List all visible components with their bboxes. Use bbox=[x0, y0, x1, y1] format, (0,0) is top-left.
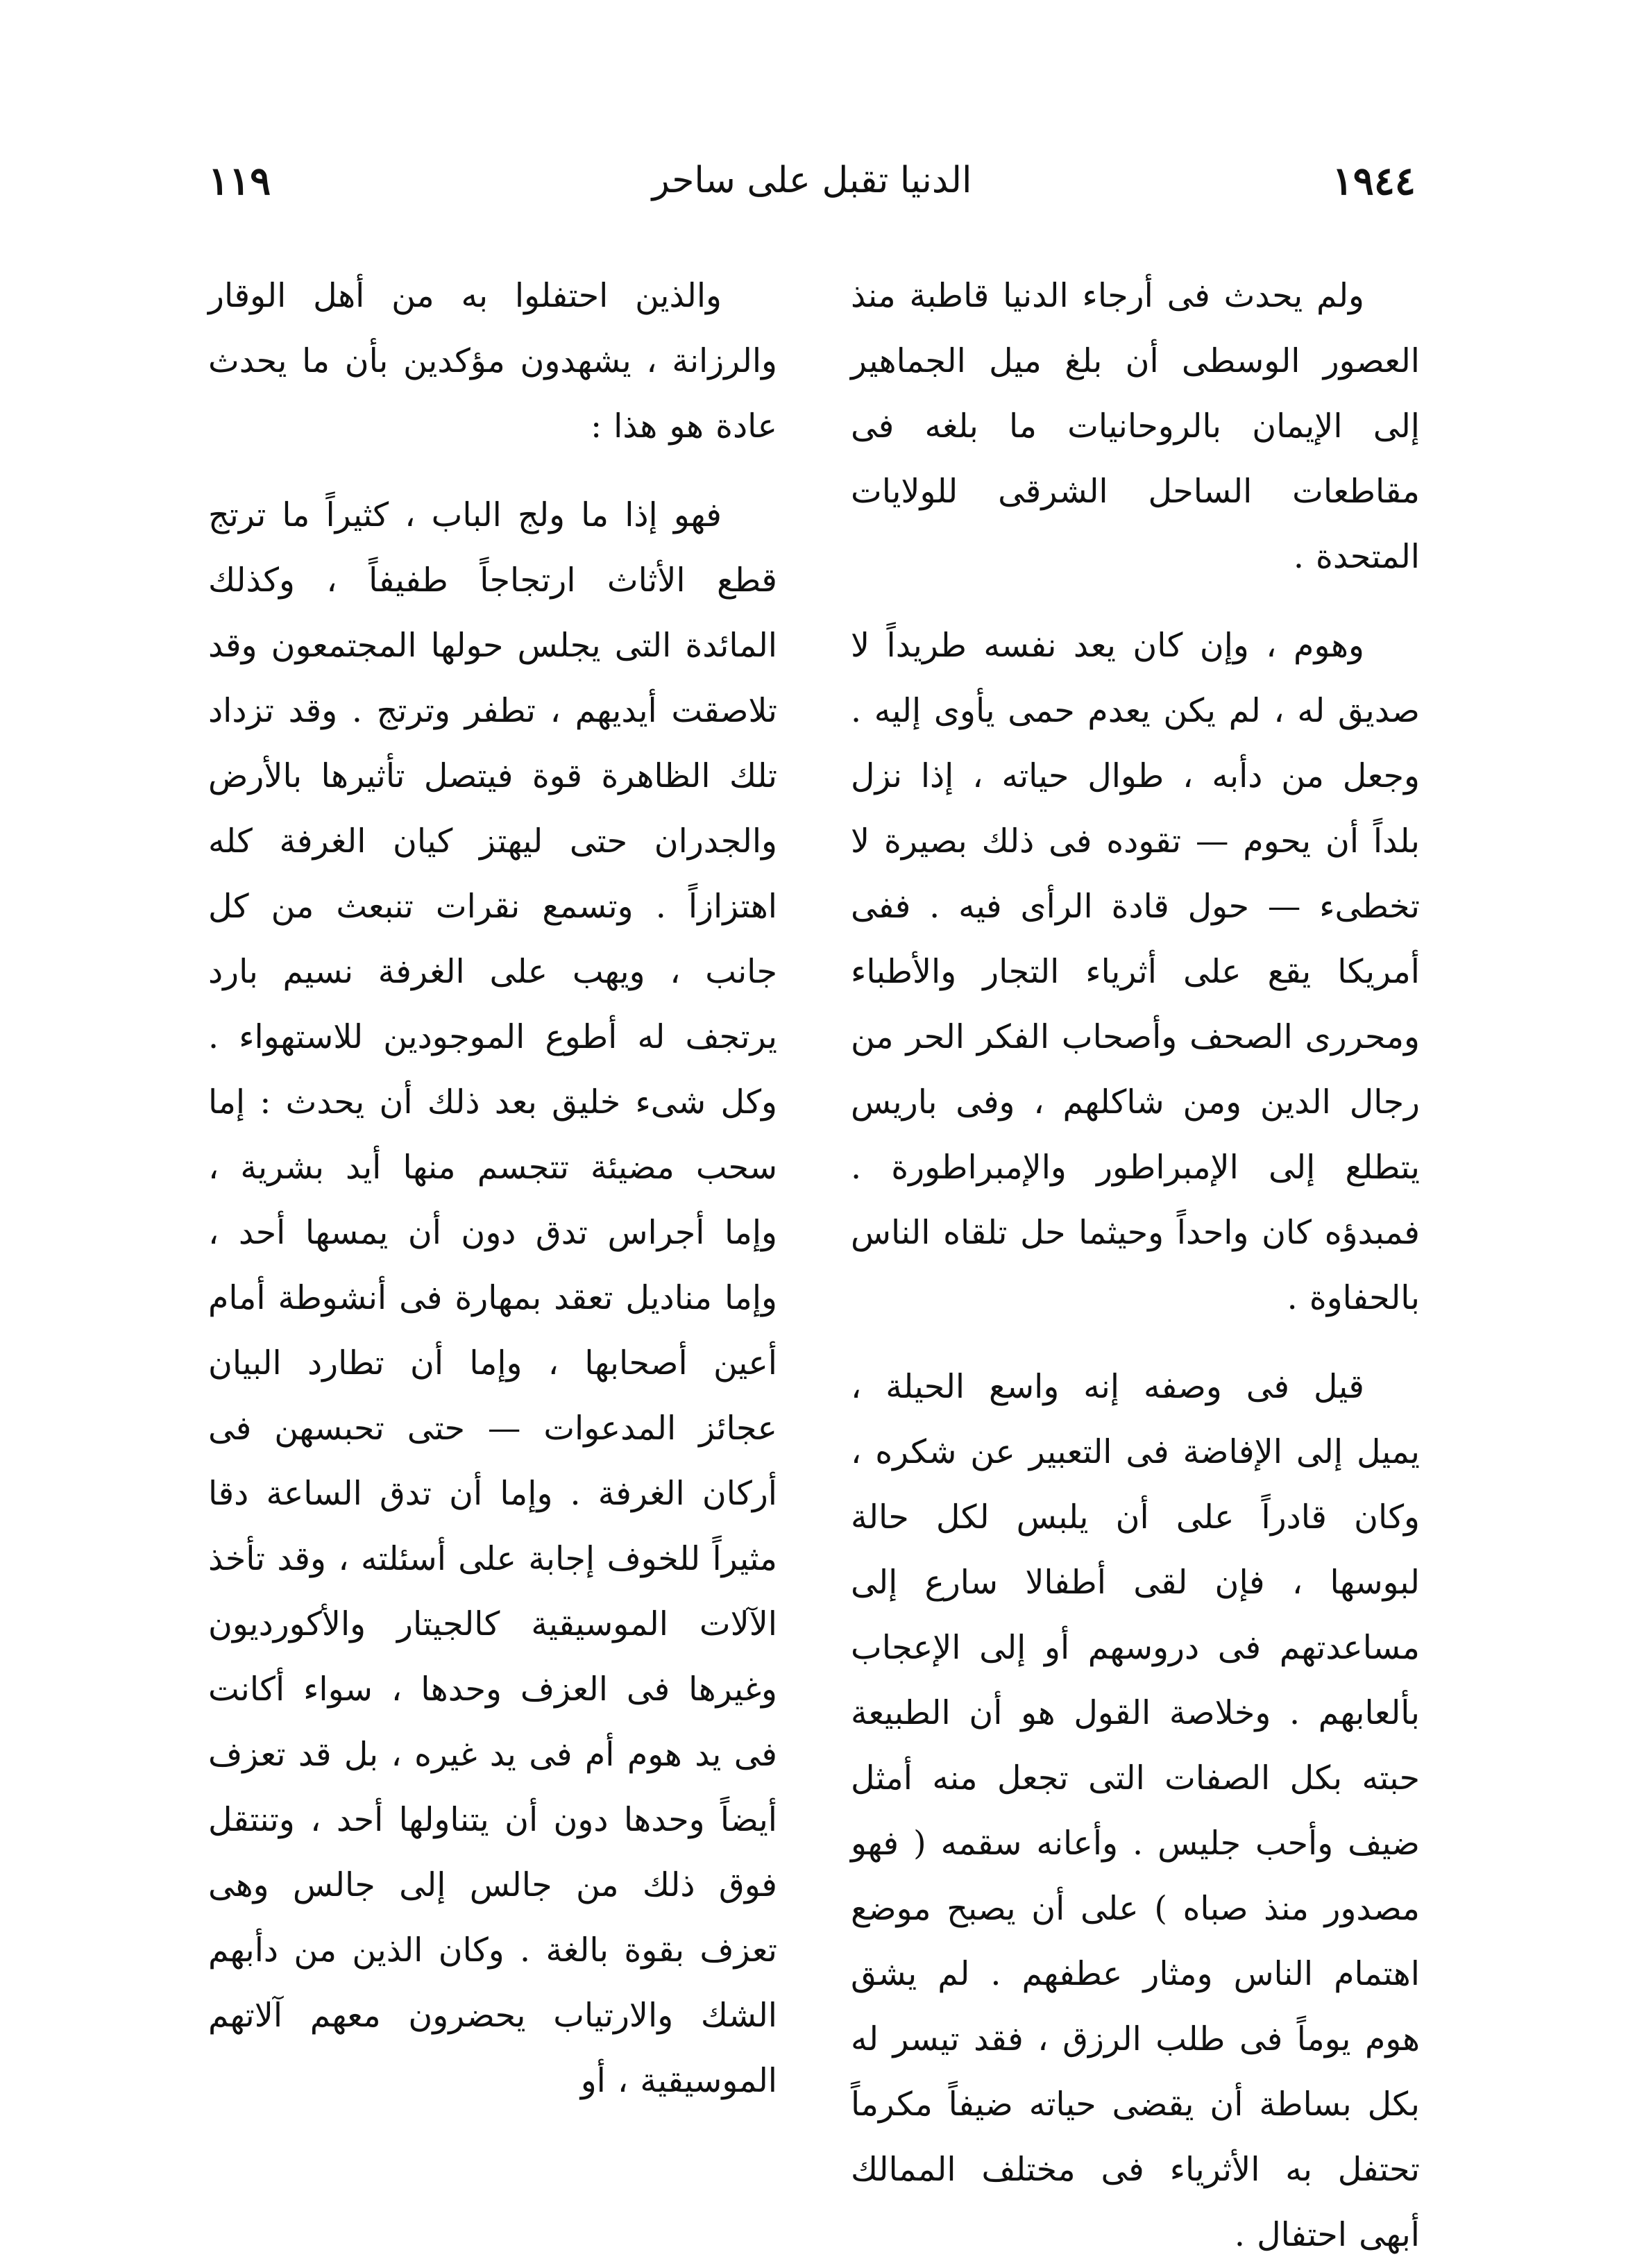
paragraph: فهو إذا ما ولج الباب ، كثيراً ما ترتج قطع الأثاث ارتجاجاً طفيفاً ، وكذلك المائدة التى يجلس حولها المجتمعون وقد تلاصقت أيديهم ، تطفر وترتج . وقد تزداد تلك الظاهرة قوة فيتصل تأثيرها بالأرض والجدران حتى ليهتز كيان الغرفة كله اهتزازاً . وتسمع نقرات تنبعث من كل جانب ، ويهب على الغرفة نسيم بارد يرتجف له أطوع الموجودين للاستهواء . وكل شىء خليق بعد ذلك أن يحدث : إما سحب مضيئة تتجسم منها أيد بشرية ، وإما أجراس تدق دون أن يمسها أحد ، وإما مناديل تعقد بمهارة فى أنشوطة أمام أعين أصحابها ، وإما أن تطارد البيان عجائز المدعوات — حتى تحبسهن فى أركان الغرفة . وإما أن تدق الساعة دقا مثيراً للخوف إجابة على أسئلته ، وقد تأخذ الآلات الموسيقية كالجيتار والأكورديون وغيرها فى العزف وحدها ، سواء أكانت فى يد هوم أم فى يد غيره ، بل قد تعزف أيضاً وحدها دون أن يتناولها أحد ، وتنتقل فوق ذلك من جالس إلى جالس وهى تعزف بقوة بالغة . وكان الذين من دأبهم الشك والارتياب يحضرون معهم آلاتهم الموسيقية ، أو bbox=[208, 496, 777, 2100]
paragraph: وهوم ، وإن كان يعد نفسه طريداً لا صديق له ، لم يكن يعدم حمى يأوى إليه . وجعل من دأبه ، طوال حياته ، إذا نزل بلداً أن يحوم — تقوده فى ذلك بصيرة لا تخطىء — حول قادة الرأى فيه . ففى أمريكا يقع على أثرياء التجار والأطباء ومحررى الصحف وأصحاب الفكر الحر من رجال الدين ومن شاكلهم ، وفى باريس يتطلع إلى الإمبراطور والإمبراطورة . فمبدؤه كان واحداً وحيثما حل تلقاه الناس بالحفاوة . bbox=[851, 627, 1420, 1317]
text-column-right bbox=[851, 264, 1420, 2268]
header-year: ١٩٤٤ bbox=[1332, 158, 1416, 204]
paragraph: والذين احتفلوا به من أهل الوقار والرزانة ، يشهدون مؤكدين بأن ما يحدث عادة هو هذا : bbox=[208, 277, 777, 446]
page-number: ١١٩ bbox=[208, 158, 271, 204]
page-header bbox=[208, 158, 1416, 221]
running-title: الدنيا تقبل على ساحر bbox=[652, 160, 972, 201]
text-column-left bbox=[208, 264, 777, 2114]
paragraph: قيل فى وصفه إنه واسع الحيلة ، يميل إلى الإفاضة فى التعبير عن شكره ، وكان قادراً على أن يلبس لكل حالة لبوسها ، فإن لقى أطفالا سارع إلى مساعدتهم فى دروسهم أو إلى الإعجاب بألعابهم . وخلاصة القول هو أن الطبيعة حبته بكل الصفات التى تجعل منه أمثل ضيف وأحب جليس . وأعانه سقمه ( فهو مصدور منذ صباه ) على أن يصبح موضع اهتمام الناس ومثار عطفهم . لم يشق هوم يوماً فى طلب الرزق ، فقد تيسر له بكل بساطة أن يقضى حياته ضيفاً مكرماً تحتفل به الأثرياء فى مختلف الممالك أبهى احتفال . bbox=[851, 1368, 1420, 2254]
paragraph: ولم يحدث فى أرجاء الدنيا قاطبة منذ العصور الوسطى أن بلغ ميل الجماهير إلى الإيمان بالروحانيات ما بلغه فى مقاطعات الساحل الشرقى للولايات المتحدة . bbox=[851, 277, 1420, 576]
